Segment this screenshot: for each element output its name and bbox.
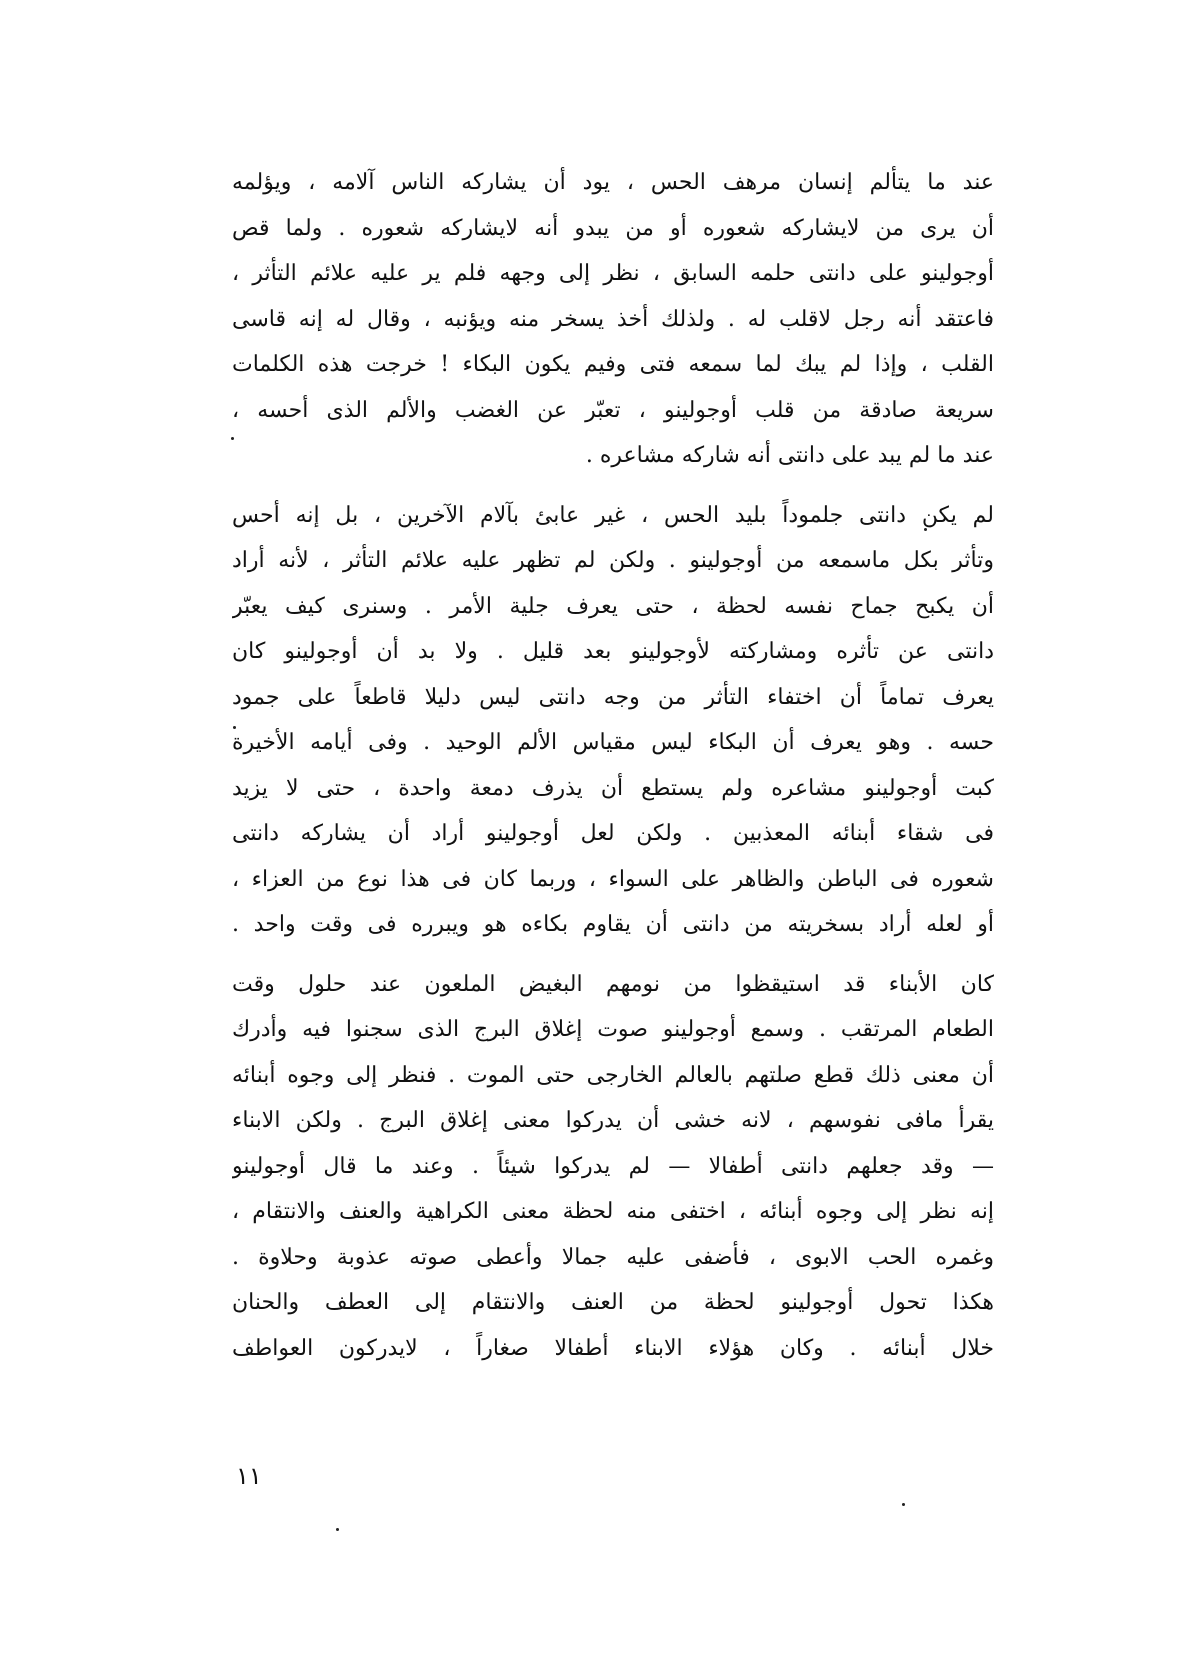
text-line: الطعام المرتقب . وسمع أوجولينو صوت إغلاق البرج الذى سجنوا فيه وأدرك bbox=[232, 1017, 994, 1042]
scan-speck bbox=[233, 726, 236, 729]
text-line: كبت أوجولينو مشاعره ولم يستطع أن يذرف دمعة واحدة ، حتى لا يزيد bbox=[232, 775, 994, 801]
text-line: إنه نظر إلى وجوه أبنائه ، اختفى منه لحظة معنى الكراهية والعنف والانتقام ، bbox=[232, 1199, 994, 1224]
text-line: يعرف تماماً أن اختفاء التأثر من وجه دانتى ليس دليلا قاطعاً على جمود bbox=[232, 684, 994, 710]
text-line: فى شقاء أبنائه المعذبين . ولكن لعل أوجولينو أراد أن يشاركه دانتى bbox=[232, 821, 994, 846]
text-line: شعوره فى الباطن والظاهر على السواء ، وربما كان فى هذا نوع من العزاء ، bbox=[232, 866, 994, 892]
text-line: كان الأبناء قد استيقظوا من نومهم البغيض الملعون عند حلول وقت bbox=[232, 971, 994, 997]
body-text bbox=[232, 160, 994, 1371]
text-line: عند ما لم يبد على دانتى أنه شاركه مشاعره . bbox=[585, 443, 994, 468]
scan-speck bbox=[924, 528, 927, 531]
paragraph-2 bbox=[232, 493, 994, 948]
paragraph-1 bbox=[232, 160, 994, 479]
text-line: أو لعله أراد بسخريته من دانتى أن يقاوم بكاءه هو ويبرره فى وقت واحد . bbox=[232, 912, 994, 937]
text-line: عند ما يتألم إنسان مرهف الحس ، يود أن يشاركه الناس آلامه ، ويؤلمه bbox=[232, 170, 994, 195]
text-line: أوجولينو على دانتى حلمه السابق ، نظر إلى وجهه فلم ير عليه علائم التأثر ، bbox=[232, 261, 994, 286]
text-line: — وقد جعلهم دانتى أطفالا — لم يدركوا شيئاً . وعند ما قال أوجولينو bbox=[232, 1153, 994, 1179]
text-line: وتأثر بكل ماسمعه من أوجولينو . ولكن لم تظهر عليه علائم التأثر ، لأنه أراد bbox=[232, 548, 994, 573]
text-line: أن معنى ذلك قطع صلتهم بالعالم الخارجى حتى الموت . فنظر إلى وجوه أبنائه bbox=[232, 1062, 994, 1088]
text-line: دانتى عن تأثره ومشاركته لأوجولينو بعد قليل . ولا بد أن أوجولينو كان bbox=[232, 639, 994, 664]
text-line: أن يكبح جماح نفسه لحظة ، حتى يعرف جلية الأمر . وسنرى كيف يعبّر bbox=[232, 593, 994, 619]
text-line: أن يرى من لايشاركه شعوره أو من يبدو أنه لايشاركه شعوره . ولما قص bbox=[232, 215, 994, 241]
scan-speck bbox=[902, 1503, 905, 1506]
scan-speck bbox=[336, 1528, 339, 1531]
text-line: لم يكن دانتى جلموداً بليد الحس ، غير عابئ بآلام الآخرين ، بل إنه أحس bbox=[232, 502, 994, 528]
text-line: وغمره الحب الابوى ، فأضفى عليه جمالا وأعطى صوته عذوبة وحلاوة . bbox=[232, 1244, 994, 1270]
paragraph-gap bbox=[232, 948, 994, 962]
paragraph-gap bbox=[232, 479, 994, 493]
text-line: فاعتقد أنه رجل لاقلب له . ولذلك أخذ يسخر منه ويؤنبه ، وقال له إنه قاسى bbox=[232, 306, 994, 332]
page-number: ١١ bbox=[236, 1462, 262, 1490]
text-line: خلال أبنائه . وكان هؤلاء الابناء أطفالا صغاراً ، لايدركون العواطف bbox=[232, 1335, 994, 1361]
text-line: هكذا تحول أوجولينو لحظة من العنف والانتقام إلى العطف والحنان bbox=[232, 1290, 994, 1315]
text-line: حسه . وهو يعرف أن البكاء ليس مقياس الألم الوحيد . وفى أيامه الأخيرة bbox=[232, 730, 994, 755]
text-line: القلب ، وإذا لم يبك لما سمعه فتى وفيم يكون البكاء ! خرجت هذه الكلمات bbox=[232, 352, 994, 377]
text-line: سريعة صادقة من قلب أوجولينو ، تعبّر عن الغضب والألم الذى أحسه ، bbox=[232, 397, 994, 423]
paragraph-3 bbox=[232, 962, 994, 1372]
scan-speck bbox=[231, 437, 234, 440]
text-line: يقرأ مافى نفوسهم ، لانه خشى أن يدركوا معنى إغلاق البرج . ولكن الابناء bbox=[232, 1108, 994, 1133]
